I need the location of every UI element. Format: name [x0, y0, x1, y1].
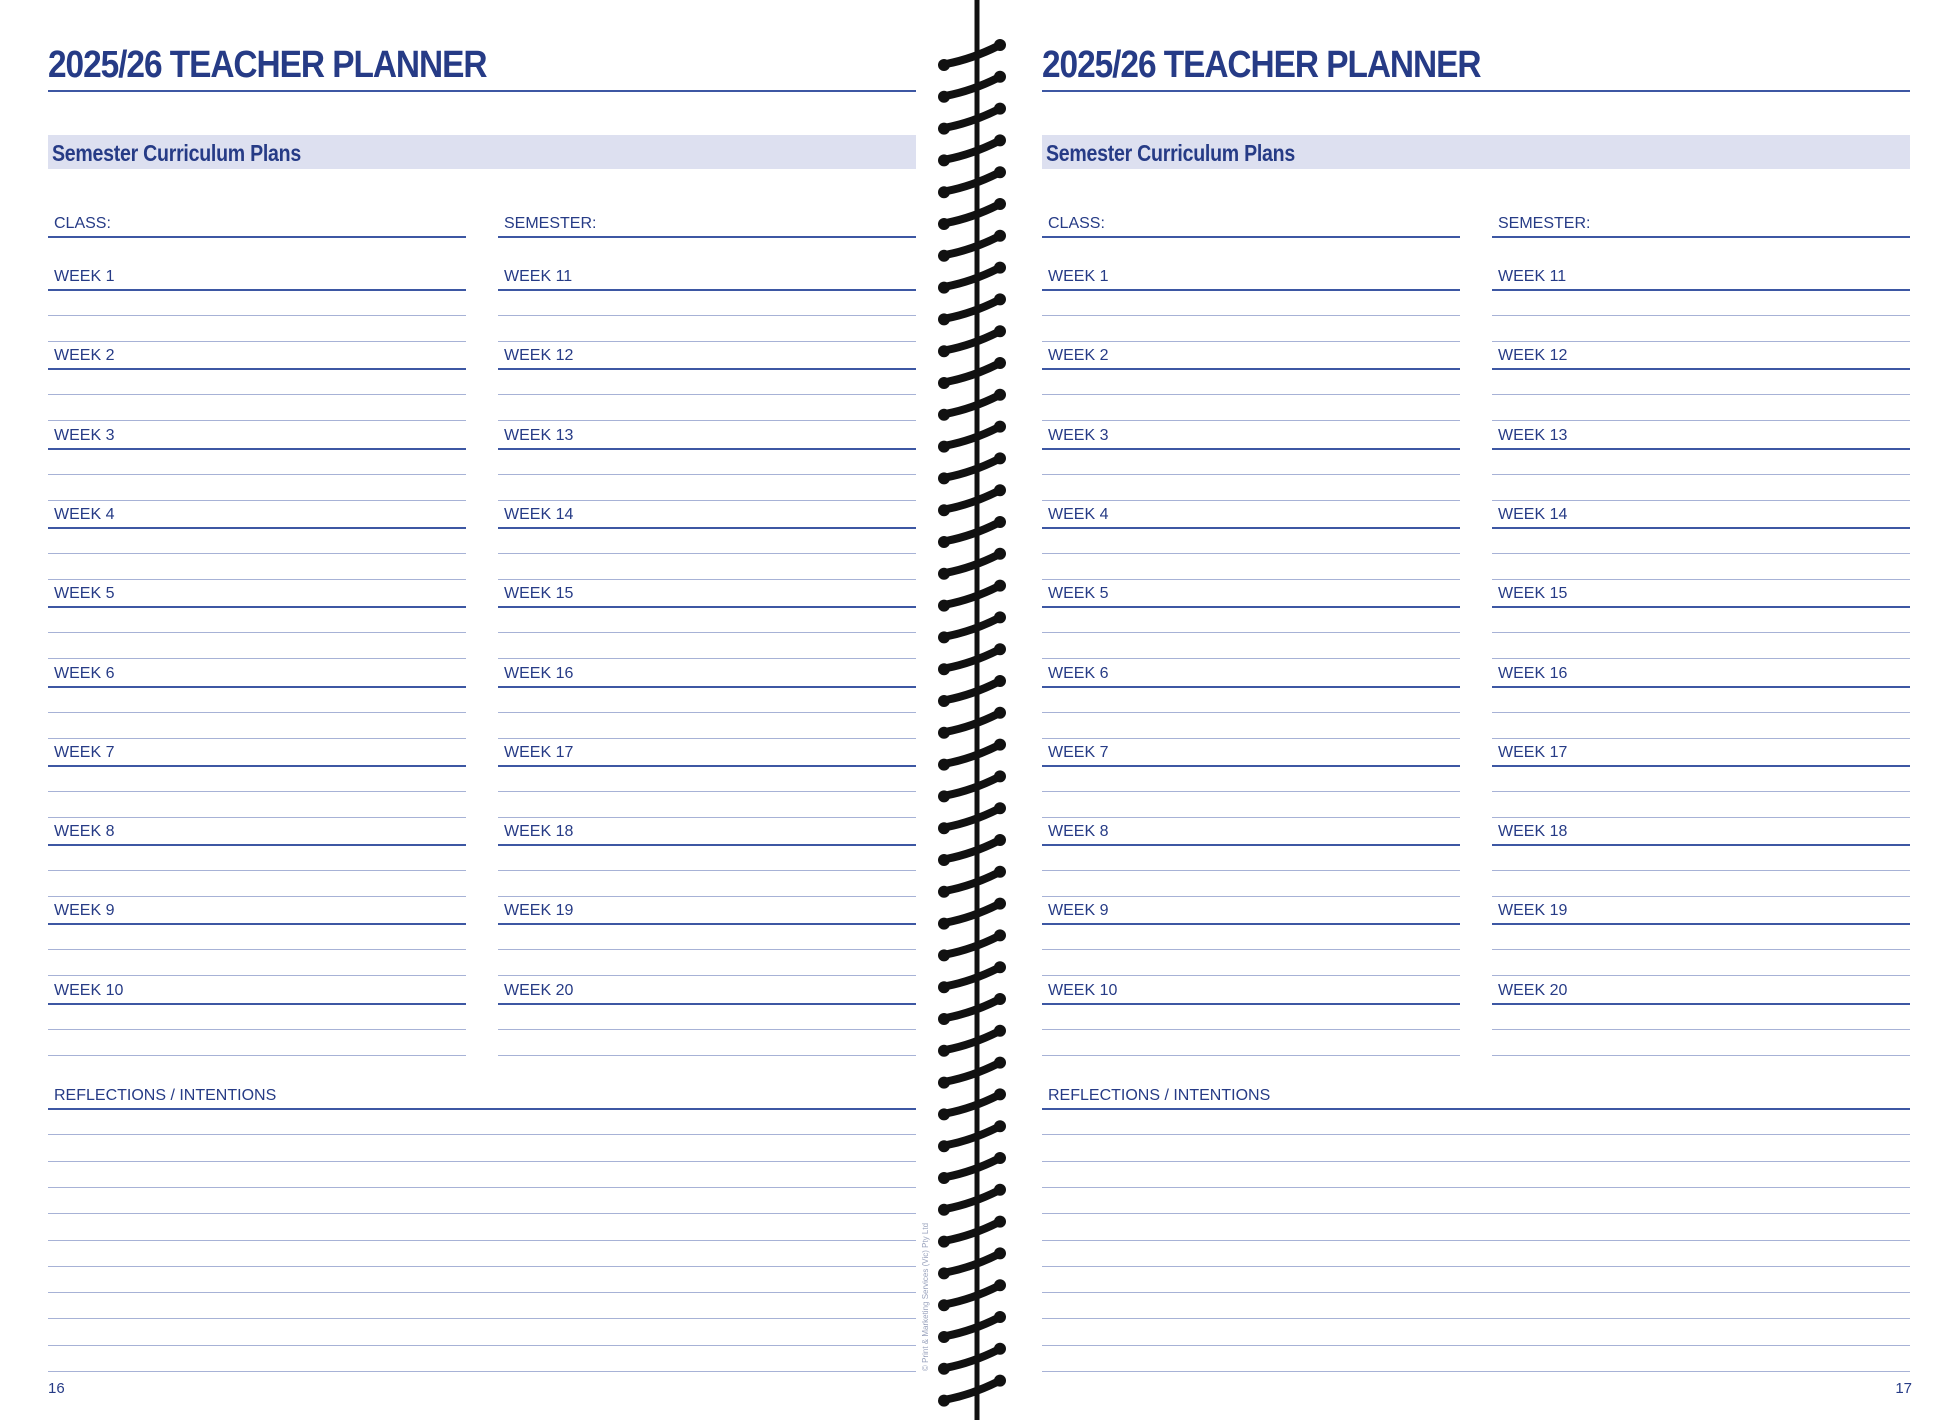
right-page — [1032, 0, 1932, 1420]
reflection-line[interactable] — [1042, 1318, 1910, 1319]
writing-line[interactable] — [498, 579, 916, 580]
copyright-notice: © Print & Marketing Services (Vic) Pty Ltd — [921, 1222, 930, 1371]
week-label: WEEK 19 — [1498, 902, 1568, 920]
week-label: WEEK 16 — [1498, 664, 1568, 682]
week-field[interactable] — [48, 743, 466, 767]
writing-line[interactable] — [1492, 500, 1910, 501]
class-field[interactable] — [1042, 215, 1460, 238]
week-label: WEEK 20 — [504, 981, 574, 999]
week-field[interactable] — [498, 902, 916, 925]
reflection-line[interactable] — [48, 1318, 916, 1319]
left-page — [38, 0, 938, 1420]
writing-line[interactable] — [498, 658, 916, 659]
writing-line[interactable] — [1492, 817, 1910, 818]
week-field[interactable] — [498, 426, 916, 450]
week-label: WEEK 19 — [504, 902, 574, 920]
spiral-coil — [938, 1088, 1006, 1120]
writing-line[interactable] — [1042, 896, 1460, 897]
writing-line[interactable] — [1492, 1055, 1910, 1056]
week-field[interactable] — [1042, 268, 1460, 291]
writing-line[interactable] — [498, 738, 916, 739]
week-label: WEEK 14 — [1498, 505, 1568, 523]
spiral-coil — [938, 739, 1006, 771]
writing-line[interactable] — [1492, 632, 1910, 633]
writing-line[interactable] — [48, 1055, 466, 1056]
writing-line[interactable] — [1492, 712, 1910, 713]
writing-line[interactable] — [498, 949, 916, 950]
week-field[interactable] — [1492, 981, 1910, 1005]
writing-line[interactable] — [1042, 315, 1460, 316]
week-field[interactable] — [1042, 505, 1460, 529]
spiral-coil — [938, 1184, 1006, 1216]
week-field[interactable] — [1042, 823, 1460, 846]
reflection-line[interactable] — [48, 1240, 916, 1241]
writing-line[interactable] — [48, 474, 466, 475]
reflection-line[interactable] — [1042, 1213, 1910, 1214]
spiral-coil — [938, 484, 1006, 516]
writing-line[interactable] — [1042, 791, 1460, 792]
writing-line[interactable] — [1492, 949, 1910, 950]
week-field[interactable] — [1042, 426, 1460, 450]
spiral-coil — [938, 993, 1006, 1025]
writing-line[interactable] — [48, 949, 466, 950]
writing-line[interactable] — [1492, 658, 1910, 659]
spiral-coil — [938, 929, 1006, 961]
title-rule — [1042, 90, 1910, 92]
week-label: WEEK 9 — [1048, 902, 1109, 920]
writing-line[interactable] — [1042, 341, 1460, 342]
writing-line[interactable] — [498, 632, 916, 633]
week-label: WEEK 15 — [504, 585, 574, 603]
week-label: WEEK 1 — [1048, 268, 1109, 285]
spiral-coil — [938, 961, 1006, 993]
writing-line[interactable] — [1042, 579, 1460, 580]
spiral-coil — [938, 1120, 1006, 1152]
writing-line[interactable] — [498, 420, 916, 421]
writing-line[interactable] — [1492, 474, 1910, 475]
spiral-coil — [938, 357, 1006, 389]
spiral-coil — [938, 643, 1006, 675]
writing-line[interactable] — [1042, 949, 1460, 950]
week-label: WEEK 18 — [504, 823, 574, 841]
week-label: WEEK 6 — [54, 664, 115, 682]
writing-line[interactable] — [48, 553, 466, 554]
writing-line[interactable] — [1042, 394, 1460, 395]
writing-line[interactable] — [1492, 975, 1910, 976]
writing-line[interactable] — [1042, 1055, 1460, 1056]
writing-line[interactable] — [498, 712, 916, 713]
spiral-coil — [938, 325, 1006, 357]
writing-line[interactable] — [498, 500, 916, 501]
spiral-coil — [938, 262, 1006, 294]
writing-line[interactable] — [48, 870, 466, 871]
week-field[interactable] — [1042, 981, 1460, 1005]
spiral-coil — [938, 134, 1006, 166]
writing-line[interactable] — [498, 553, 916, 554]
reflection-line[interactable] — [1042, 1266, 1910, 1267]
reflections-label: REFLECTIONS / INTENTIONS — [54, 1087, 277, 1104]
writing-line[interactable] — [48, 315, 466, 316]
writing-line[interactable] — [1042, 474, 1460, 475]
week-label: WEEK 13 — [504, 426, 574, 444]
week-label: WEEK 18 — [1498, 823, 1568, 841]
week-label: WEEK 10 — [1048, 981, 1118, 999]
reflections-field[interactable] — [48, 1087, 916, 1110]
writing-line[interactable] — [1042, 500, 1460, 501]
writing-line[interactable] — [498, 1029, 916, 1030]
title-rule — [48, 90, 916, 92]
reflection-line[interactable] — [48, 1371, 916, 1372]
writing-line[interactable] — [498, 975, 916, 976]
writing-line[interactable] — [1042, 1029, 1460, 1030]
writing-line[interactable] — [1042, 420, 1460, 421]
week-field[interactable] — [1492, 743, 1910, 767]
reflections-field[interactable] — [1042, 1087, 1910, 1110]
writing-line[interactable] — [48, 975, 466, 976]
writing-line[interactable] — [1492, 315, 1910, 316]
class-field[interactable] — [48, 215, 466, 238]
reflection-line[interactable] — [1042, 1292, 1910, 1293]
week-field[interactable] — [1492, 823, 1910, 846]
writing-line[interactable] — [48, 712, 466, 713]
week-label: WEEK 4 — [1048, 505, 1109, 523]
writing-line[interactable] — [1042, 553, 1460, 554]
writing-line[interactable] — [48, 341, 466, 342]
planner-title: 2025/26 TEACHER PLANNER — [48, 44, 487, 86]
spiral-coil — [938, 548, 1006, 580]
week-label: WEEK 5 — [1048, 585, 1109, 603]
spiral-coil — [938, 71, 1006, 103]
week-label: WEEK 8 — [1048, 823, 1109, 841]
writing-line[interactable] — [1492, 791, 1910, 792]
writing-line[interactable] — [1042, 712, 1460, 713]
writing-line[interactable] — [498, 474, 916, 475]
writing-line[interactable] — [498, 791, 916, 792]
week-label: WEEK 9 — [54, 902, 115, 920]
week-field[interactable] — [48, 902, 466, 925]
week-label: WEEK 20 — [1498, 981, 1568, 999]
writing-line[interactable] — [48, 738, 466, 739]
spiral-coil — [938, 1152, 1006, 1184]
page-number: 17 — [1895, 1380, 1912, 1397]
reflection-line[interactable] — [48, 1134, 916, 1135]
week-label: WEEK 16 — [504, 664, 574, 682]
week-field[interactable] — [1492, 505, 1910, 529]
reflection-line[interactable] — [48, 1213, 916, 1214]
week-field[interactable] — [1492, 664, 1910, 688]
spiral-coil — [938, 39, 1006, 71]
spiral-coil — [938, 1025, 1006, 1057]
week-label: WEEK 3 — [1048, 426, 1109, 444]
writing-line[interactable] — [1492, 579, 1910, 580]
week-field[interactable] — [498, 268, 916, 291]
week-label: WEEK 2 — [1048, 347, 1109, 365]
week-field[interactable] — [1492, 268, 1910, 291]
spiral-coil — [938, 802, 1006, 834]
spiral-coil — [938, 1057, 1006, 1089]
reflection-line[interactable] — [1042, 1134, 1910, 1135]
week-field[interactable] — [1042, 585, 1460, 608]
writing-line[interactable] — [48, 420, 466, 421]
week-label: WEEK 6 — [1048, 664, 1109, 682]
writing-line[interactable] — [48, 791, 466, 792]
reflection-line[interactable] — [48, 1292, 916, 1293]
spiral-coil — [938, 1375, 1006, 1407]
week-label: WEEK 12 — [504, 347, 574, 365]
week-label: WEEK 17 — [504, 743, 574, 761]
spiral-coil — [938, 866, 1006, 898]
week-label: WEEK 14 — [504, 505, 574, 523]
writing-line[interactable] — [1492, 896, 1910, 897]
writing-line[interactable] — [1042, 632, 1460, 633]
spiral-coil — [938, 516, 1006, 548]
week-field[interactable] — [1492, 347, 1910, 370]
writing-line[interactable] — [1492, 1029, 1910, 1030]
spiral-coil — [938, 1247, 1006, 1279]
reflection-line[interactable] — [48, 1266, 916, 1267]
semester-label: SEMESTER: — [504, 215, 597, 232]
week-field[interactable] — [498, 585, 916, 608]
week-label: WEEK 12 — [1498, 347, 1568, 365]
week-label: WEEK 7 — [1048, 743, 1109, 761]
week-field[interactable] — [48, 347, 466, 370]
writing-line[interactable] — [48, 817, 466, 818]
writing-line[interactable] — [498, 1055, 916, 1056]
reflection-line[interactable] — [1042, 1240, 1910, 1241]
writing-line[interactable] — [1042, 870, 1460, 871]
spiral-coil — [938, 389, 1006, 421]
week-field[interactable] — [1492, 426, 1910, 450]
week-label: WEEK 11 — [1498, 268, 1567, 285]
writing-line[interactable] — [48, 658, 466, 659]
spiral-coil — [938, 707, 1006, 739]
spiral-coil — [938, 166, 1006, 198]
spiral-binding — [930, 0, 1020, 1420]
week-field[interactable] — [1042, 902, 1460, 925]
semester-field[interactable] — [498, 215, 916, 238]
week-field[interactable] — [498, 743, 916, 767]
week-field[interactable] — [498, 823, 916, 846]
reflection-line[interactable] — [1042, 1161, 1910, 1162]
writing-line[interactable] — [1492, 738, 1910, 739]
spiral-coil — [938, 103, 1006, 135]
week-field[interactable] — [498, 664, 916, 688]
week-label: WEEK 8 — [54, 823, 115, 841]
reflection-line[interactable] — [48, 1161, 916, 1162]
writing-line[interactable] — [1042, 817, 1460, 818]
writing-line[interactable] — [1492, 341, 1910, 342]
writing-line[interactable] — [1042, 738, 1460, 739]
writing-line[interactable] — [1492, 553, 1910, 554]
week-field[interactable] — [498, 505, 916, 529]
week-field[interactable] — [48, 823, 466, 846]
spiral-coil — [938, 1216, 1006, 1248]
writing-line[interactable] — [48, 632, 466, 633]
reflection-line[interactable] — [48, 1345, 916, 1346]
writing-line[interactable] — [1492, 870, 1910, 871]
week-label: WEEK 10 — [54, 981, 124, 999]
reflection-line[interactable] — [1042, 1345, 1910, 1346]
week-label: WEEK 3 — [54, 426, 115, 444]
week-label: WEEK 13 — [1498, 426, 1568, 444]
writing-line[interactable] — [48, 394, 466, 395]
writing-line[interactable] — [1492, 394, 1910, 395]
week-label: WEEK 5 — [54, 585, 115, 603]
writing-line[interactable] — [48, 579, 466, 580]
writing-line[interactable] — [1492, 420, 1910, 421]
week-field[interactable] — [1042, 347, 1460, 370]
writing-line[interactable] — [1042, 658, 1460, 659]
writing-line[interactable] — [48, 500, 466, 501]
week-field[interactable] — [48, 505, 466, 529]
spiral-coil — [938, 675, 1006, 707]
spiral-coil — [938, 198, 1006, 230]
reflection-line[interactable] — [1042, 1187, 1910, 1188]
spiral-coil — [938, 898, 1006, 930]
writing-line[interactable] — [48, 1029, 466, 1030]
writing-line[interactable] — [498, 817, 916, 818]
week-label: WEEK 15 — [1498, 585, 1568, 603]
section-banner — [1042, 135, 1910, 169]
spiral-coil — [938, 770, 1006, 802]
week-field[interactable] — [48, 585, 466, 608]
writing-line[interactable] — [498, 870, 916, 871]
planner-title: 2025/26 TEACHER PLANNER — [1042, 44, 1481, 86]
writing-line[interactable] — [48, 896, 466, 897]
spiral-coil — [938, 580, 1006, 612]
class-label: CLASS: — [1048, 215, 1105, 232]
section-title: Semester Curriculum Plans — [52, 140, 301, 166]
spiral-coil — [938, 421, 1006, 453]
week-field[interactable] — [1492, 902, 1910, 925]
week-label: WEEK 7 — [54, 743, 115, 761]
writing-line[interactable] — [498, 341, 916, 342]
week-label: WEEK 1 — [54, 268, 115, 285]
week-field[interactable] — [1042, 664, 1460, 688]
writing-line[interactable] — [498, 896, 916, 897]
reflection-line[interactable] — [1042, 1371, 1910, 1372]
week-field[interactable] — [1492, 585, 1910, 608]
spiral-coil — [938, 611, 1006, 643]
week-field[interactable] — [498, 347, 916, 370]
spiral-coil — [938, 230, 1006, 262]
week-field[interactable] — [48, 664, 466, 688]
class-label: CLASS: — [54, 215, 111, 232]
week-field[interactable] — [1042, 743, 1460, 767]
semester-field[interactable] — [1492, 215, 1910, 238]
section-banner — [48, 135, 916, 169]
section-title: Semester Curriculum Plans — [1046, 140, 1295, 166]
week-field[interactable] — [48, 268, 466, 291]
week-field[interactable] — [498, 981, 916, 1005]
writing-line[interactable] — [1042, 975, 1460, 976]
week-field[interactable] — [48, 981, 466, 1005]
spiral-coil — [938, 1279, 1006, 1311]
writing-line[interactable] — [498, 394, 916, 395]
week-label: WEEK 4 — [54, 505, 115, 523]
week-label: WEEK 17 — [1498, 743, 1568, 761]
reflections-label: REFLECTIONS / INTENTIONS — [1048, 1087, 1271, 1104]
spiral-coil — [938, 1311, 1006, 1343]
writing-line[interactable] — [498, 315, 916, 316]
reflection-line[interactable] — [48, 1187, 916, 1188]
spiral-coil — [938, 1343, 1006, 1375]
spiral-coil — [938, 834, 1006, 866]
semester-label: SEMESTER: — [1498, 215, 1591, 232]
spiral-coil — [938, 452, 1006, 484]
week-field[interactable] — [48, 426, 466, 450]
spiral-coil — [938, 293, 1006, 325]
week-label: WEEK 11 — [504, 268, 573, 285]
week-label: WEEK 2 — [54, 347, 115, 365]
page-number: 16 — [48, 1380, 65, 1397]
